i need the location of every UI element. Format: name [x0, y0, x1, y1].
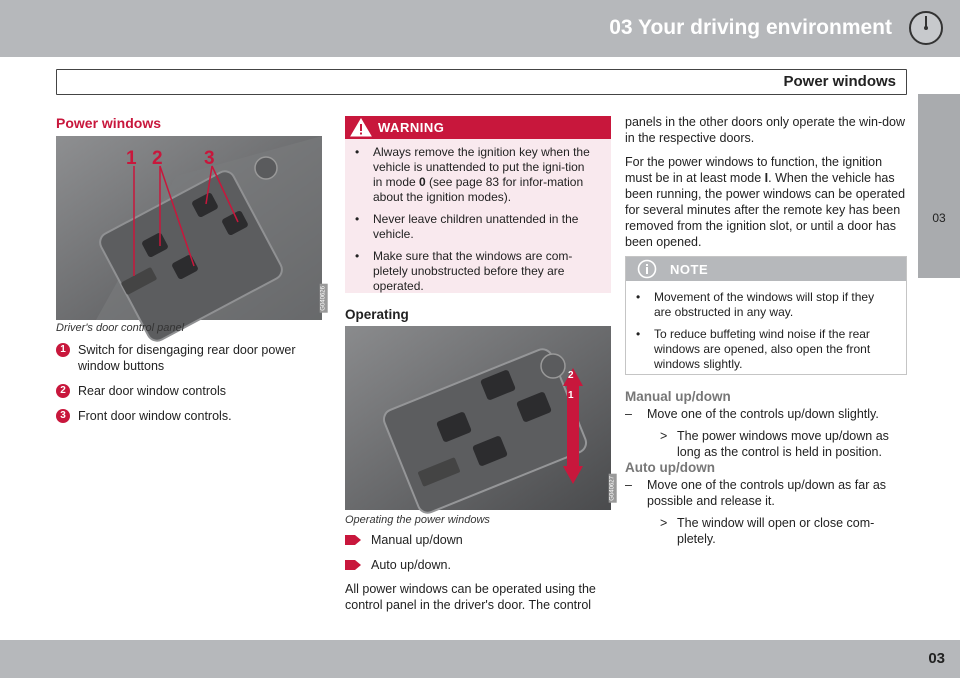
figure-code: G040626: [321, 286, 327, 311]
arrow-number-icon: [345, 558, 361, 572]
note-item: • To reduce buffeting wind noise if the rear windows are opened, also open the front windows slightly.: [626, 327, 888, 372]
door-panel-illustration: [56, 136, 322, 320]
figure-code: G040627: [610, 476, 616, 501]
figure-1-caption: Driver's door control panel: [56, 322, 185, 334]
instruction-result: [625, 428, 910, 460]
warning-item: [345, 145, 593, 205]
speedometer-icon: [907, 9, 945, 47]
legend-text: Front door window controls.: [78, 409, 232, 423]
chapter-header: [0, 0, 960, 57]
instruction-step: [625, 477, 910, 509]
legend-item: [345, 532, 611, 548]
warning-text: (see page 83 for infor-mation about the ignition modes).: [373, 175, 584, 204]
section-title: Power windows: [783, 73, 896, 90]
note-label: NOTE: [670, 262, 709, 277]
chapter-title: 03 Your driving environment: [609, 16, 892, 39]
legend-item: [56, 342, 322, 374]
warning-list: [345, 145, 593, 294]
arrow-number-icon: [345, 533, 361, 547]
manual-section: [625, 389, 910, 460]
paragraph-1: panels in the other doors only operate the win-dow in the respective doors.: [625, 115, 906, 145]
auto-heading: Auto up/down: [625, 460, 715, 475]
legend-item: [56, 408, 322, 424]
warning-text: Make sure that the windows are com-pletely unobstructed before they are operated.: [373, 249, 573, 293]
callout-arrow-label: 1: [568, 390, 574, 401]
callout-1: 1: [126, 148, 137, 169]
legend-text: Rear door window controls: [78, 384, 226, 398]
result-marker: >: [660, 429, 668, 443]
figure-1-legend: [56, 342, 322, 433]
warning-text: Never leave children unattended in the vehicle.: [373, 212, 579, 241]
ignition-mode: 0: [419, 175, 426, 189]
step-text: Move one of the controls up/down as far as possible and release it.: [647, 478, 887, 508]
ignition-mode: I: [764, 171, 769, 185]
paragraph-text: For the power windows to function, the ignition must be in at least mode: [625, 155, 883, 185]
instruction-step: [625, 406, 910, 422]
column-3: [625, 114, 907, 258]
manual-heading: Manual up/down: [625, 389, 731, 404]
warning-item: [345, 249, 593, 294]
window-controls-illustration: [345, 326, 611, 510]
note-box: [625, 256, 907, 375]
legend-number: 1: [56, 343, 70, 357]
legend-text: Switch for disengaging rear door power window buttons: [78, 343, 296, 373]
dash-marker: –: [625, 478, 632, 492]
chapter-tab-label: 03: [932, 211, 946, 225]
legend-number: 3: [56, 409, 70, 423]
dash-marker: –: [625, 407, 632, 421]
info-icon: [637, 259, 657, 279]
paragraph-2: [625, 154, 907, 250]
driver-door-panel-photo: [56, 136, 327, 320]
result-text: The power windows move up/down as long as the control is held in position.: [677, 429, 889, 459]
warning-label: WARNING: [378, 120, 445, 135]
auto-section: [625, 460, 910, 547]
paragraph-text: . When the vehicle has been running, the power windows can be operated for several minutes after the remote key has been removed from the ignition slot, or until a door has been opened.: [625, 171, 906, 249]
result-marker: >: [660, 516, 668, 530]
warning-box: [345, 116, 611, 293]
power-windows-heading: Power windows: [56, 115, 162, 131]
callout-arrow-label: 2: [568, 370, 574, 381]
legend-item: [345, 557, 611, 573]
legend-text: Manual up/down: [371, 533, 463, 547]
page-footer: [0, 640, 960, 678]
warning-text: Always remove the ignition key when the vehicle is unattended to put the igni-tion in mode: [373, 145, 590, 189]
chapter-tab: [918, 94, 960, 278]
step-text: Move one of the controls up/down slightly.: [647, 407, 879, 421]
column-1: [56, 115, 322, 131]
warning-item: [345, 212, 593, 242]
result-text: The window will open or close com-pletely.: [677, 516, 875, 546]
instruction-result: [625, 515, 910, 547]
warning-triangle-icon: [350, 118, 372, 137]
figure-2-legend: [345, 532, 611, 582]
operating-paragraph: All power windows can be operated using the control panel in the driver's door. The control: [345, 582, 596, 612]
note-list: [626, 290, 888, 372]
note-item: • Movement of the windows will stop if they are obstructed in any way.: [626, 290, 888, 320]
callout-3: 3: [204, 148, 215, 169]
section-bar: [56, 69, 907, 95]
legend-number: 2: [56, 384, 70, 398]
figure-2-caption: Operating the power windows: [345, 514, 490, 526]
warning-header: [345, 116, 611, 139]
legend-text: Auto up/down.: [371, 558, 451, 572]
operating-windows-photo: [345, 326, 616, 510]
page-number: 03: [928, 650, 945, 667]
callout-2: 2: [152, 148, 163, 169]
note-header: [626, 257, 906, 281]
operating-heading: Operating: [345, 307, 409, 322]
legend-item: [56, 383, 322, 399]
